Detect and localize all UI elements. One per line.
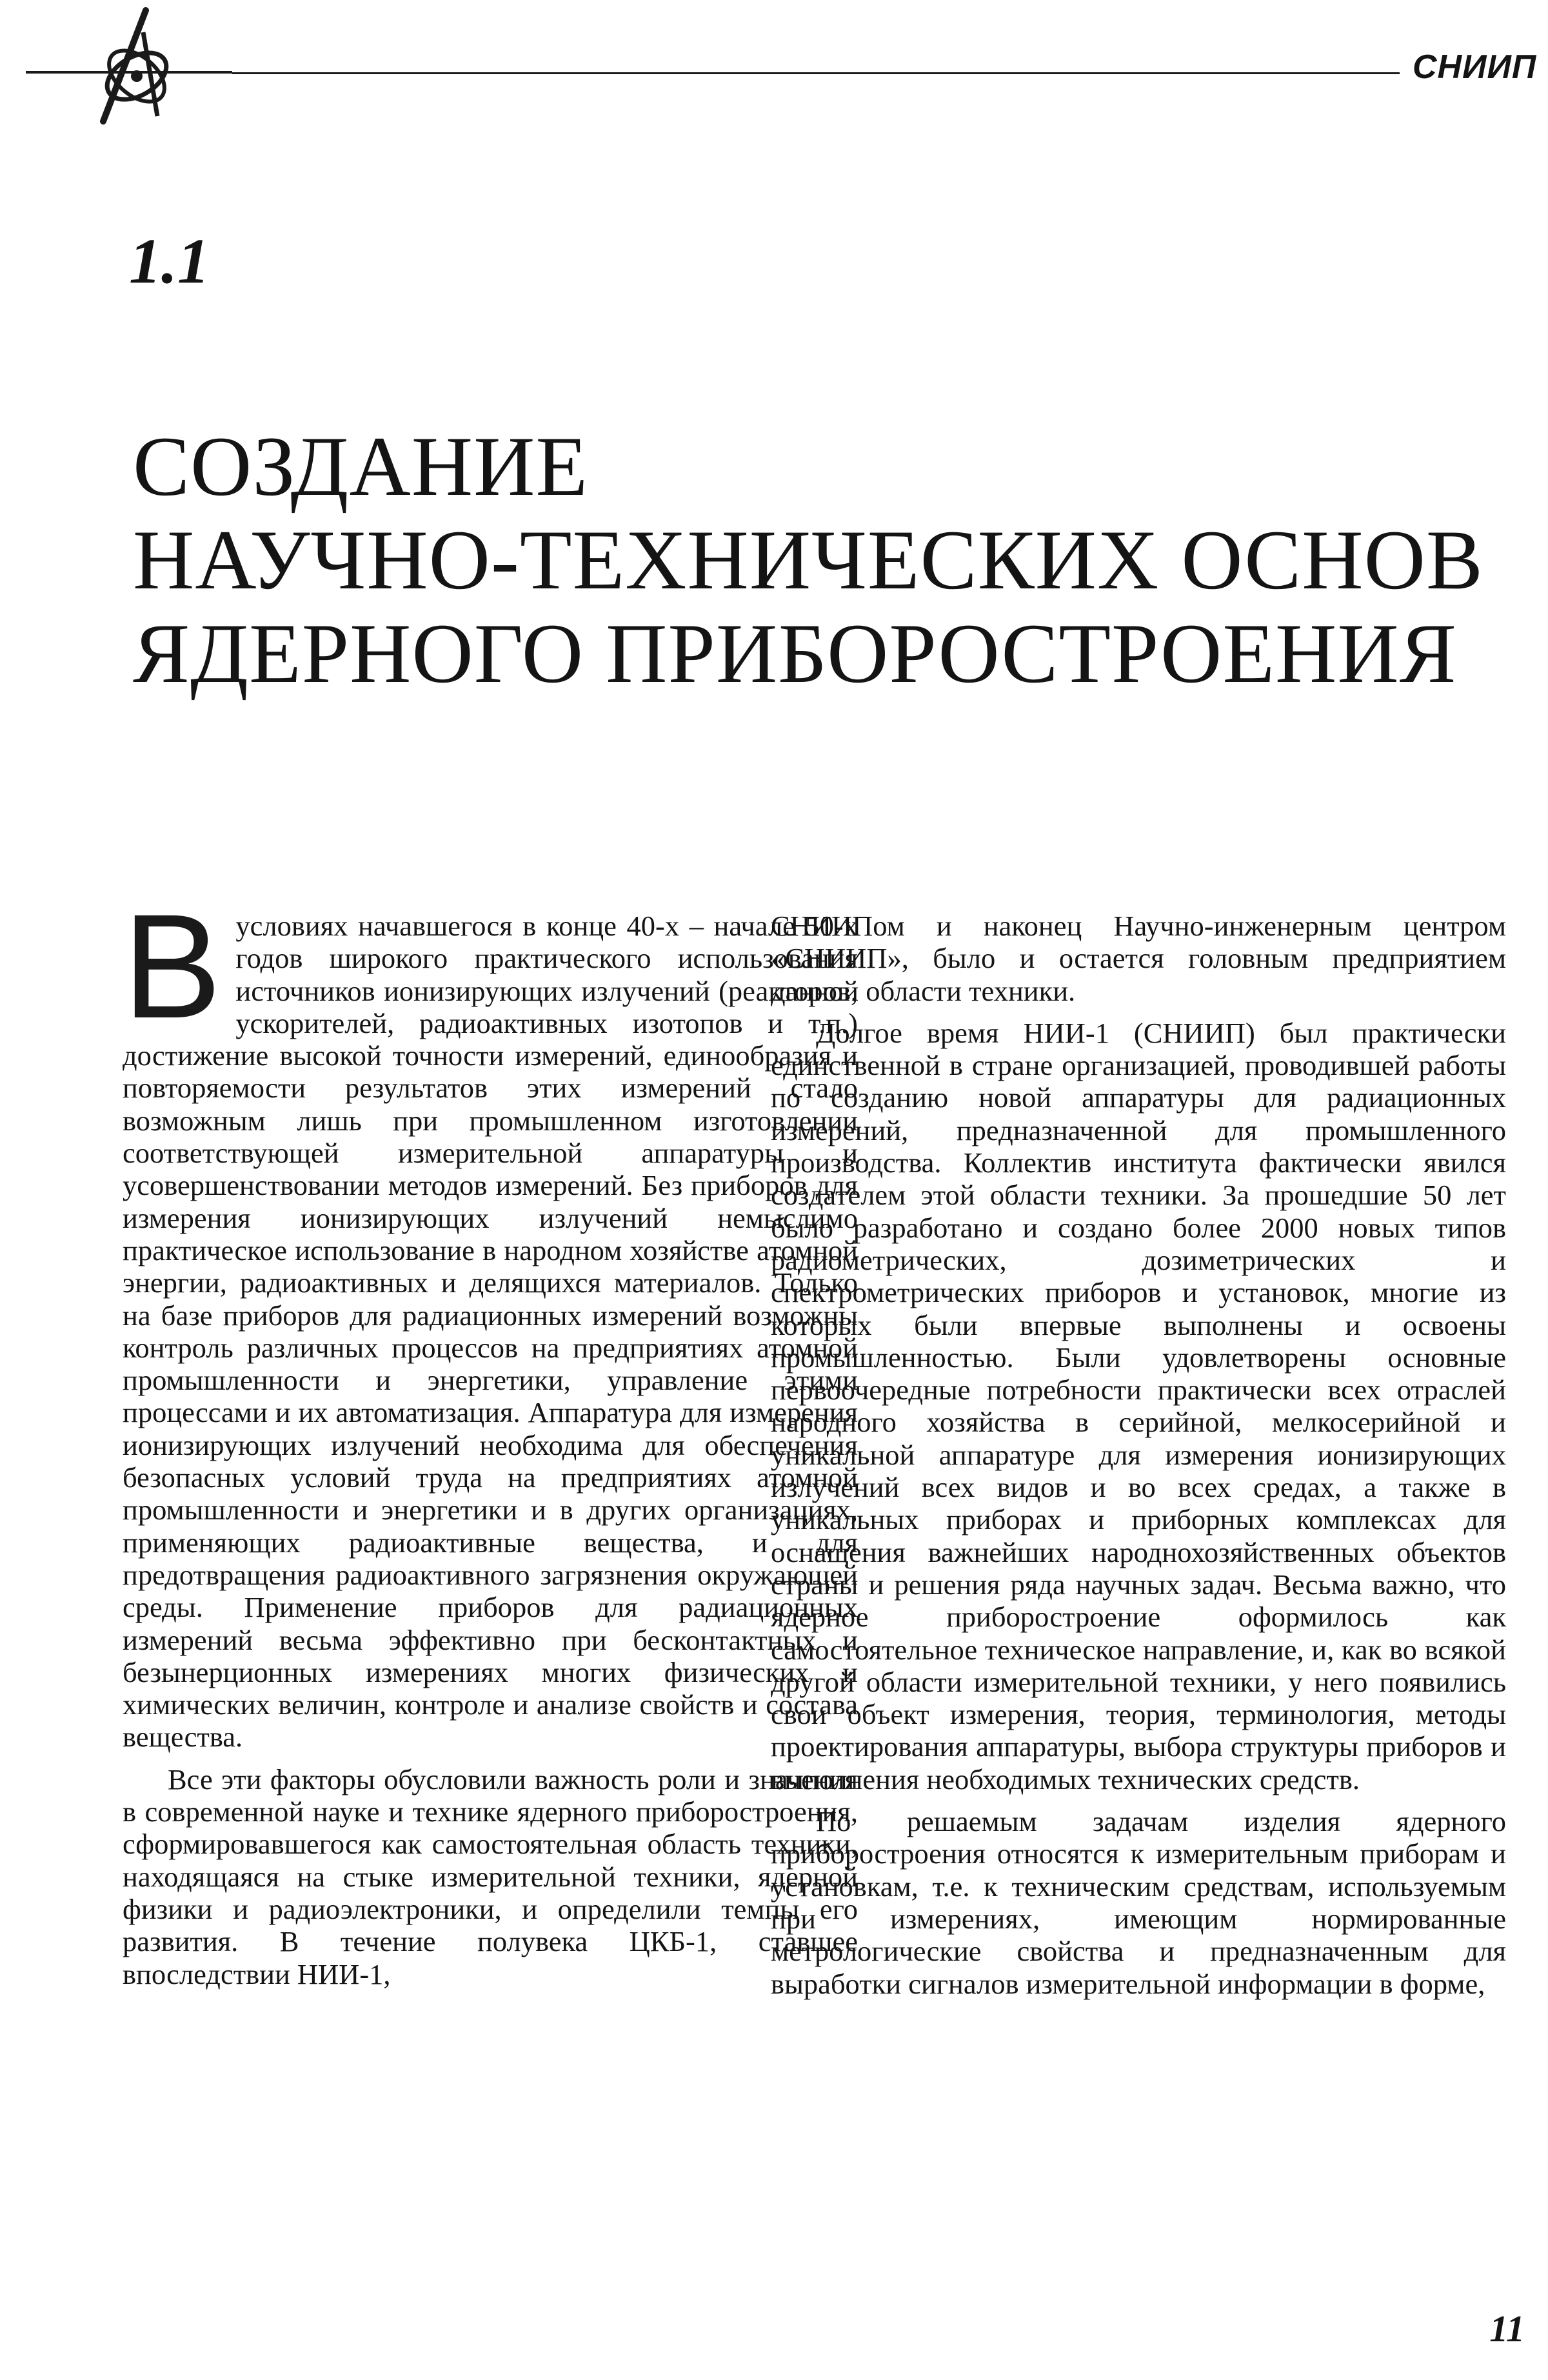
header-rule [232, 72, 1400, 74]
body-column-right [771, 910, 1506, 2010]
paragraph [123, 883, 858, 1754]
paragraph-text: условиях начавшегося в конце 40-х – начале 50-х годов широкого практического использования источников ионизирующих излучений (реакторов, ускорителей, радиоактивных изотопов и т.п.) достижение высокой точности измерений, единообразия и повторяемости результатов этих измерений стало возможным лишь при промышленном изготовлении соответствующей измерительной аппаратуры и усовершенствовании методов измерений. Без приборов для измерения ионизирующих излучений немыслимо практическое использование в народном хозяйстве атомной энергии, радиоактивных и делящихся материалов. Только на базе приборов для радиационных измерений возможны контроль различных процессов на предприятиях атомной промышленности и энергетики, управление этими процессами и их автоматизация. Аппаратура для измерения ионизирующих излучений необходима для обеспечения безопасных условий труда на предприятиях атомной промышленности и энергетики и в других организациях, применяющих радиоактивные вещества, и для предотвращения радиоактивного загрязнения окружающей среды. Применение приборов для радиационных измерений весьма эффективно при бесконтактных и безынерционных измерениях многих физических и химических величин, контроле и анализе свойств и состава вещества. [123, 910, 858, 1754]
paragraph: Долгое время НИИ-1 (СНИИП) был практически единственной в стране организацией, проводившей работы по созданию новой аппаратуры для радиационных измерений, предназначенной для промышленного производства. Коллектив института фактически явился создателем этой области техники. За прошедшие 50 лет было разработано и создано более 2000 новых типов радиометрических, дозиметрических и спектрометрических приборов и установок, многие из которых были впервые выполнены и освоены промышленностью. Были удовлетворены основные первоочередные потребности практически всех отраслей народного хозяйства в серийной, мелкосерийной и уникальной аппаратуре для измерения ионизирующих излучений всех видов и во всех средах, а также в уникальных приборах и приборных комплексах для оснащения важнейших народнохозяйственных объектов страны и решения ряда научных задач. Весьма важно, что ядерное приборостроение оформилось как самостоятельное техническое направление, и, как во всякой другой области измерительной техники, у него появились свои объект измерения, теория, терминология, методы проектирования аппаратуры, выбора структуры приборов и выполнения необходимых технических средств. [771, 1016, 1506, 1795]
chapter-title [133, 419, 1520, 700]
drop-cap: В [123, 883, 222, 1049]
chapter-title-line: СОЗДАНИЕ [133, 419, 589, 514]
page-number: 11 [1489, 2308, 1525, 2350]
chapter-number: 1.1 [129, 225, 210, 297]
chapter-title-line: НАУЧНО-ТЕХНИЧЕСКИХ ОСНОВ [133, 512, 1484, 607]
paragraph: СНИИПом и наконец Научно-инженерным центром «СНИИП», было и остается головным предприятием данной области техники. [771, 910, 1506, 1007]
chapter-title-line: ЯДЕРНОГО ПРИБОРОСТРОЕНИЯ [133, 606, 1457, 701]
sniip-logo-icon [26, 6, 232, 126]
running-head: СНИИП [1413, 48, 1537, 86]
paragraph: Все эти факторы обусловили важность роли и значения в современной науке и технике ядерного приборостроения, сформировавшегося как самостоятельная область техники, находящаяся на стыке измерительной техники, ядерной физики и радиоэлектроники, и определили темпы его развития. В течение полувека ЦКБ-1, ставшее впоследствии НИИ-1, [123, 1763, 858, 1990]
paragraph: По решаемым задачам изделия ядерного приборостроения относятся к измерительным приборам и установкам, т.е. к техническим средствам, используемым при измерениях, имеющим нормированные метрологические свойства и предназначенным для выработки сигналов измерительной информации в форме, [771, 1805, 1506, 2000]
body-column-left [123, 883, 858, 2000]
